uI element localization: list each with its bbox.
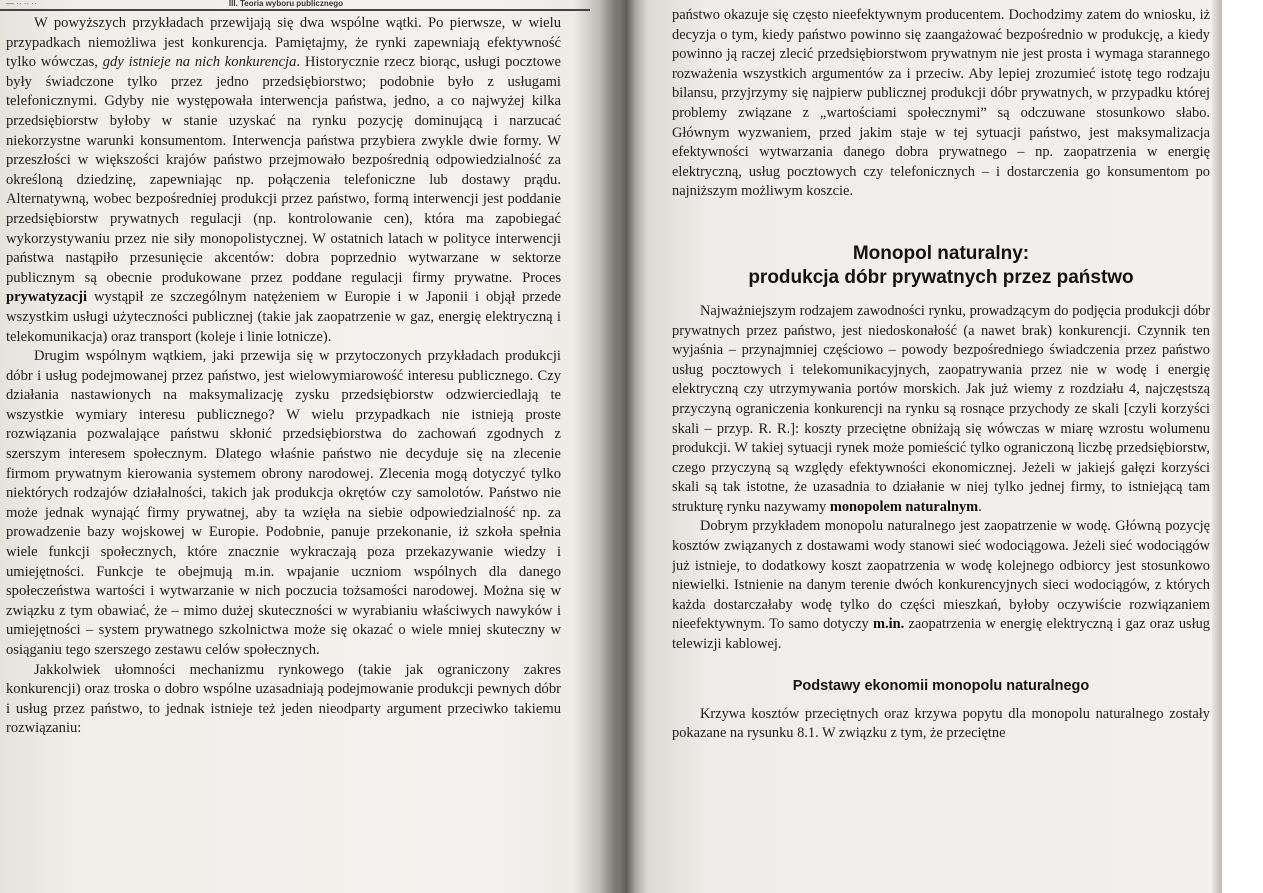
text-run: Najważniejszym rodzajem zawodności rynku, prowadzącym do podjęcia produkcji dóbr prywatnych przez państwo, jest niedoskonałość (a nawet brak) konkurencji. Czynnik ten wyjaśnia – przynajmniej częściowo – powody bezpośredniego świadczenia przez państwo usług pocztowych i telekomunikacyjnych, zaopatrywania przez nie w wodę i energię elektryczną czy utrzymywania portów morskich. Jak już wiemy z rozdziału 4, najczęstszą przyczyną ograniczenia konkurencji na rynku są rosnące przychody ze skali [czyli korzyści skali – przyp. R. R.]: koszty przeciętne obniżają się wówczas w miarę wzrostu wolumenu produkcji. W takiej sytuacji rynek może pomieścić tylko ograniczoną liczbę przedsiębiorstw, czego przyczyną są względy efektywności ekonomicznej. Jeżeli w jakiejś gałęzi korzyści skali są tak istotne, że uzasadnia to działanie w niej tylko jednej firmy, to istniejącą tam strukturę rynku nazywamy [672,302,1210,515]
header-marks: — ·· ·· ·· [6,0,37,8]
bold-term: m.in. [872,616,905,633]
right-page [672,6,1210,744]
right-closing-paragraph [672,705,1210,744]
header-rule [0,9,590,11]
subsection-heading: Podstawy ekonomii monopolu naturalnego [792,677,1090,694]
bold-term: monopolem naturalnym [829,498,979,515]
header-title: III. Teoria wyboru publicznego [228,0,343,8]
bold-term: prywatyzacji [6,289,88,306]
right-paragraph [672,517,1210,654]
text-run: Jakkolwiek ułomności mechanizmu rynkowego (takie jak ograniczony zakres konkurencji) oraz troska o dobro wspólne uzasadniają podejmowanie produkcji pewnych dóbr i usług przez państwo, to jednak istnieje też jeden nieodparty argument przeciwko takiemu rozwiązaniu: [6,661,561,737]
text-run: Krzywa kosztów przeciętnych oraz krzywa popytu dla monopolu naturalnego zostały pokazane na rysunku 8.1. W związku z tym, że przeciętne [672,705,1210,742]
section-heading-line1: Monopol naturalny: [852,242,1030,264]
text-run: . Historycznie rzecz biorąc, usługi pocztowe były świadczone tylko przez jedno przedsiębiorstwo; podobnie było z usługami telefonicznymi. Gdyby nie występowała interwencja państwa, jedno, a co najwyżej kilka przedsiębiorstw byłoby w stanie uzyskać na rynku pozycję dominującą i narzucać niekorzystne warunki konsumentom. Interwencja państwa przybiera zwykle dwie formy. W przeszłości w większości krajów państwo przejmowało bezpośrednią odpowiedzialność za określoną dziedzinę, zapewniając np. połączenia telefoniczne lub dostawy prądu. Alternatywną, wobec bezpośredniej produkcji przez państwo, formą interwencji jest poddanie przedsiębiorstw prywatnych regulacji (np. kontrolowanie cen), która ma zapobiegać wykorzystywaniu przez nie siły monopolistycznej. W ostatnich latach w polityce interwencji państwa nastąpiło przesunięcie akcentów: dobra poprzednio wytwarzane w sektorze publicznym są obecnie produkowane przez poddane regulacji firmy prywatne. Proces [6,54,561,286]
text-run: zaopatrzenia w energię elektryczną i gaz oraz usług telewizji kablowej. [672,616,1210,653]
left-paragraph [6,347,561,661]
left-page [0,14,561,739]
text-run: Drugim wspólnym wątkiem, jaki przewija się w przytoczonych przykładach produkcji dóbr i usług podejmowanej przez państwo, jest wielowymiarowość interesu publicznego. Czy działania nastawionych na maksymalizację zysku przedsiębiorstw odzwierciedlają te wszystkie wymiary interesu publicznego? W wielu przypadkach nie istnieją proste rozwiązania pozwalające państwu skłonić przedsiębiorstwa do zachowań zgodnych z szerszym interesem społecznym. Dlatego właśnie państwo nie decyduje się na zlecenie firmom prywatnym kierowania systemem obrony narodowej. Zlecenia mogą dotyczyć tylko niektórych rodzajów działalności, takich jak produkcja okrętów czy samolotów. Państwo nie może jednak wynająć firmy prywatnej, aby ta wzięła na siebie odpowiedzialność np. za prowadzenie bazy wojskowej w Europie. Podobnie, panuje przekonanie, iż szkoła spełnia wiele funkcji społecznych, które znacznie wykraczają poza przekazywanie wiedzy i umiejętności. Funkcje te obejmują m.in. wpajanie uczniom wspólnych dla danego społeczeństwa wartości i wytwarzanie w nich poczucia tożsamości narodowej. Można się w związku z tym obawiać, że – mimo dużej skuteczności w wyrabianiu właściwych nawyków i umiejętności – system prywatnego szkolnictwa może się okazać o wiele mniej skuteczny w osiąganiu tego szerszego zestawu celów społecznych. [6,348,561,658]
right-paragraph [672,302,1210,518]
left-paragraph [6,14,561,347]
section-heading-line2: produkcja dóbr prywatnych przez państwo [748,266,1134,288]
text-run: W powyższych przykładach przewijają się dwa wspólne wątki. Po pierwsze, w wielu przypadkach niemożliwa jest konkurencja. Pamiętajmy, że rynki zapewniają efektywność tylko wówczas, [6,15,561,71]
page-edge [1212,0,1222,893]
italic-phrase: gdy istnieje na nich konkurencja [102,54,297,71]
book-gutter [600,0,648,893]
text-run: wystąpił ze szczególnym natężeniem w Europie i w Japonii i objął przede wszystkim usługi użyteczności publicznej (takie jak zaopatrzenie w gaz, energię elektryczną i telekomunikacja) oraz transport (koleje i linie lotnicze). [6,289,561,345]
section-heading [672,242,1210,290]
right-body [672,302,1210,655]
left-paragraph [6,661,561,739]
text-run: Dobrym przykładem monopolu naturalnego jest zaopatrzenie w wodę. Główną pozycję kosztów związanych z dostawami wody stanowi sieć wodociągowa. Jeżeli sieć wodociągów już istnieje, to dodatkowy koszt zaopatrzenia w wodę kolejnego odbiorcy jest stosunkowo niewielki. Istnienie na danym terenie dwóch konkurencyjnych sieci wodociągów, z których każda dostarczałaby wodę tylko do części mieszkań, byłoby oczywiście rozwiązaniem nieefektywnym. To samo dotyczy [672,518,1210,633]
right-intro-paragraph [672,6,1210,202]
text-run: . [978,498,982,515]
text-run: państwo okazuje się często nieefektywnym producentem. Dochodzimy zatem do wniosku, iż decyzja o tym, kiedy państwo powinno się zaangażować bezpośrednio w produkcję, a kiedy powinno ją raczej zlecić przedsiębiorstwom prywatnym nie jest prosta i wymaga starannego rozważenia wszystkich argumentów za i przeciw. Aby lepiej zrozumieć istotę tego rodzaju bilansu, przyjrzymy się najpierw publicznej produkcji dóbr prywatnych, w przypadku której problemy związane z „wartościami społecznymi” są odczuwane stosunkowo słabo. Głównym wyzwaniem, przed jakim staje w tej sytuacji państwo, jest maksymalizacja efektywności wytwarzania danego dobra prywatnego – np. zaopatrzenia w energię elektryczną, usług pocztowych czy telefonicznych – i dostarczenia go konsumentom po najniższym możliwym koszcie. [672,7,1210,200]
